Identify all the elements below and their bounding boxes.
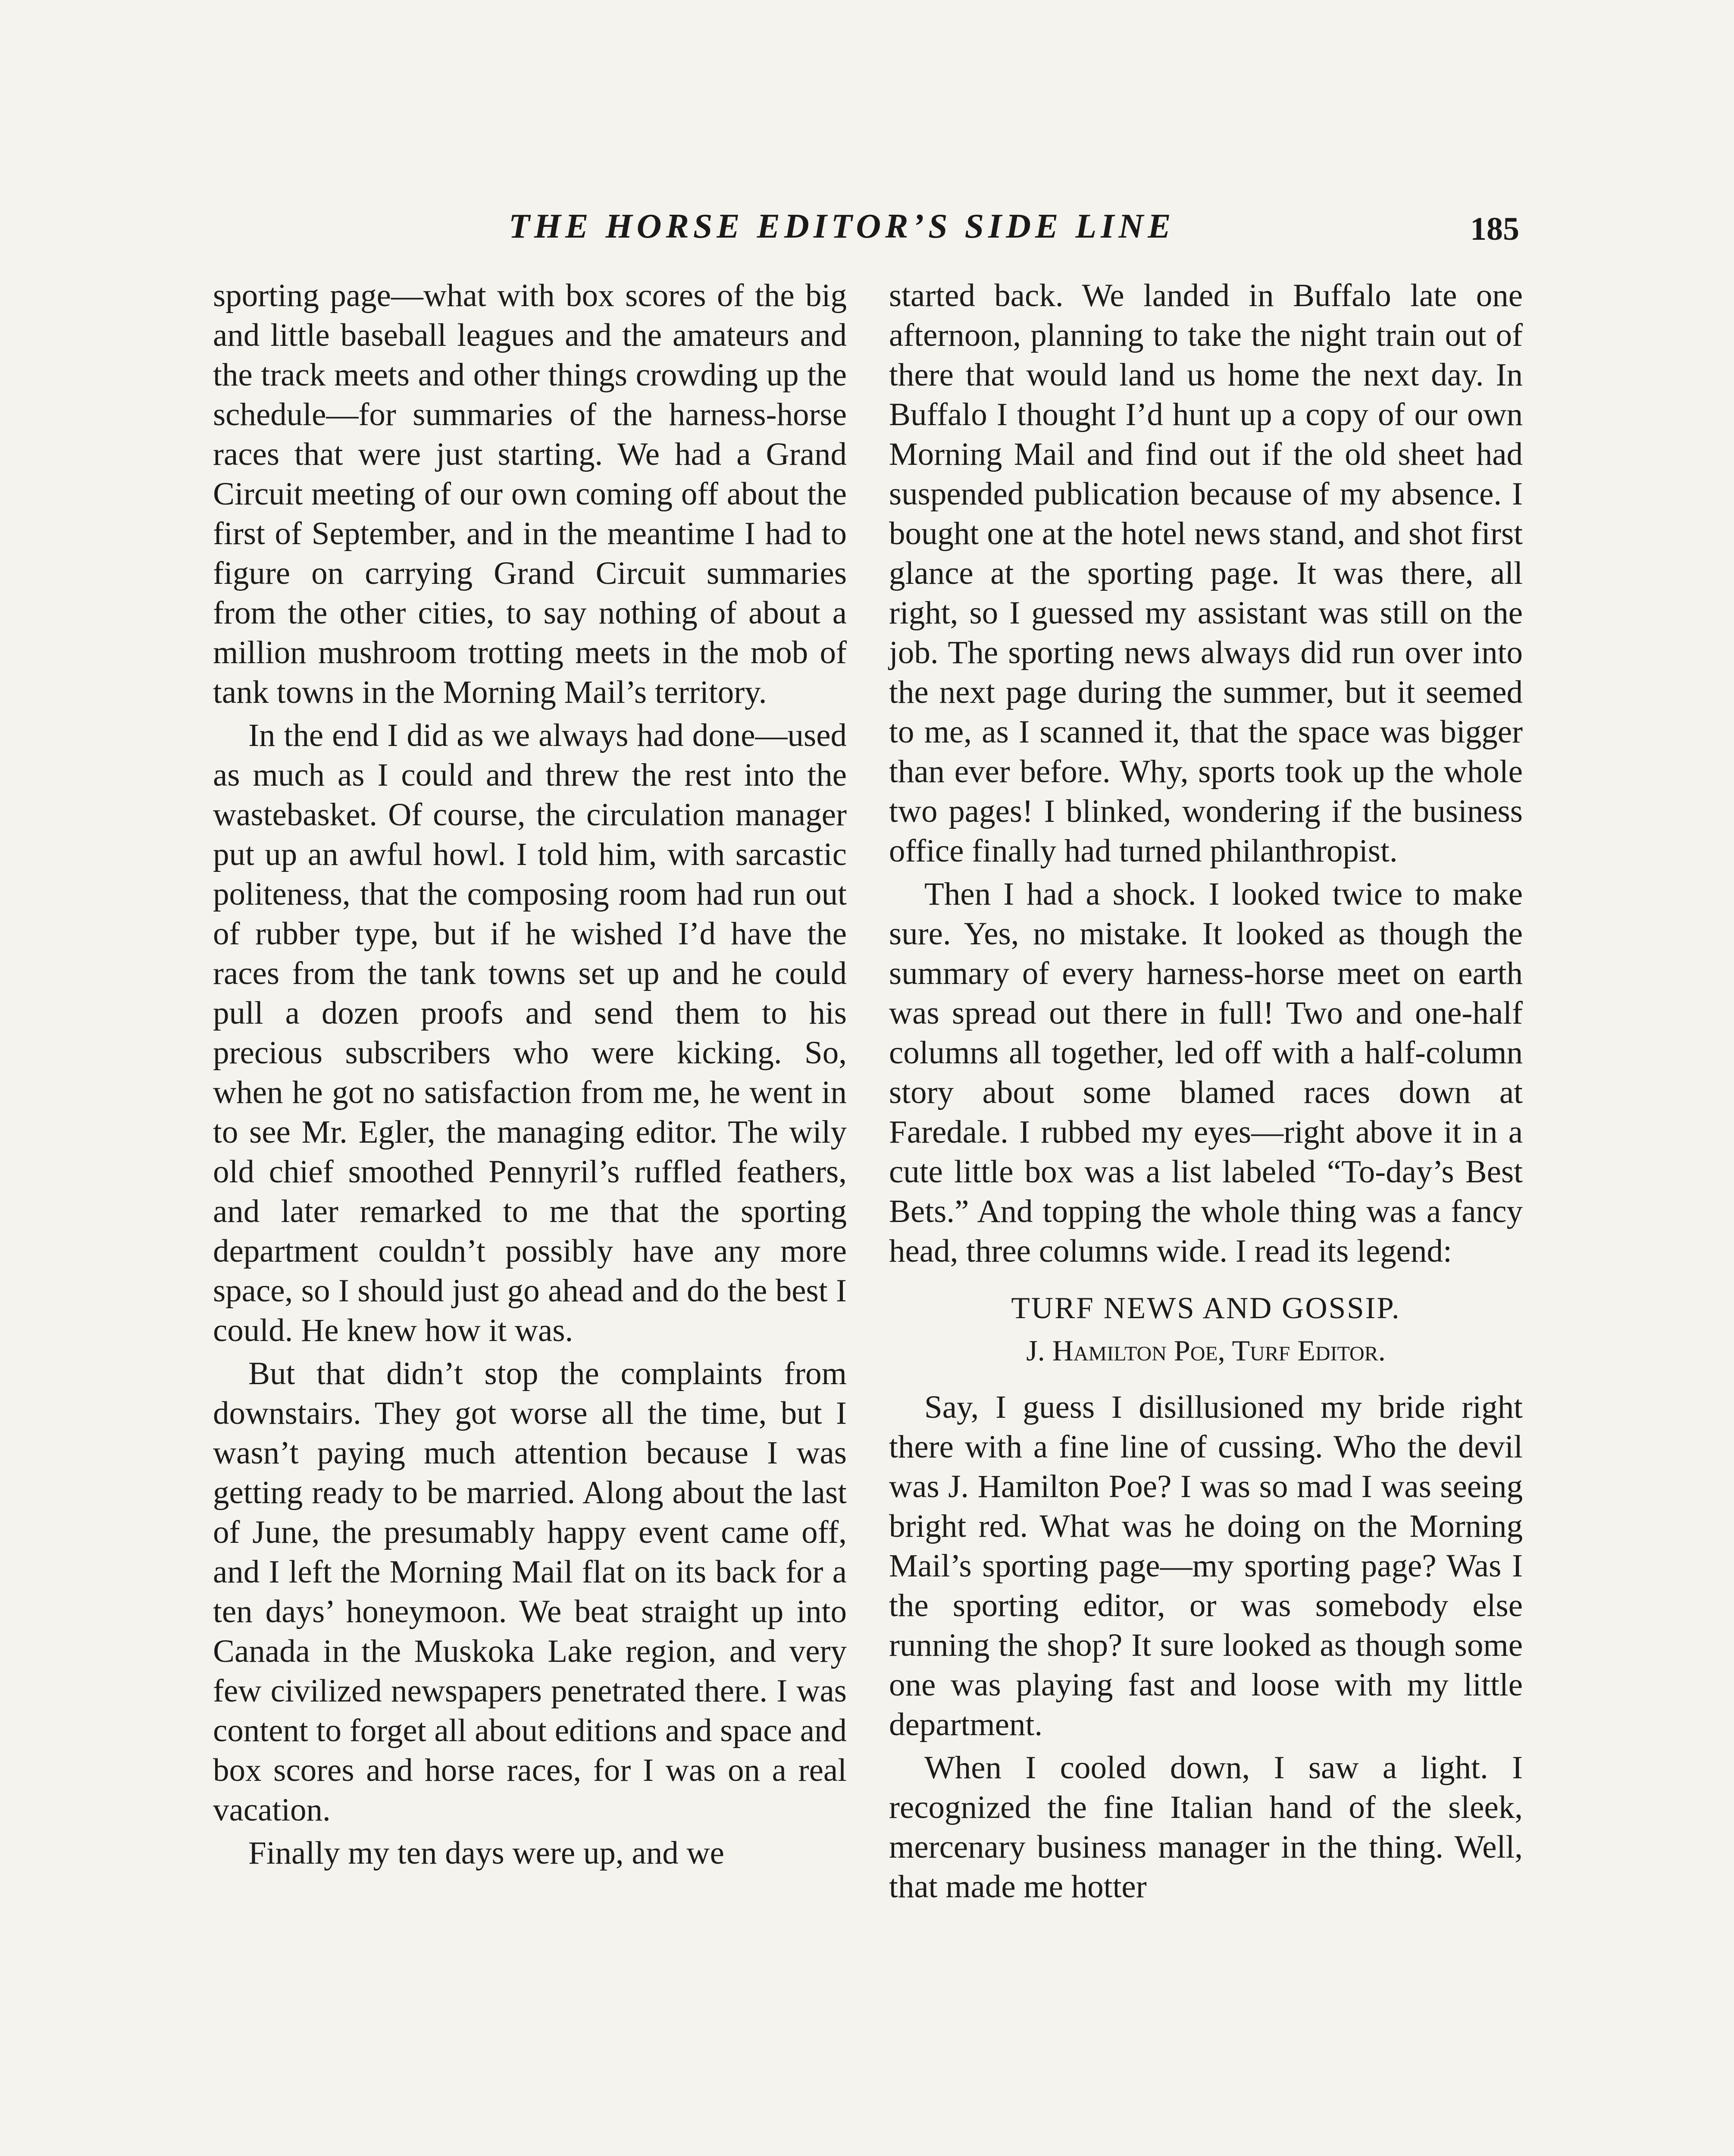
page-header <box>0 203 1734 259</box>
paragraph: started back. We landed in Buffalo late one afternoon, planning to take the night train out of there that would land us home the next day. In Buffalo I thought I’d hunt up a copy of our own Morning Mail and find out if the old sheet had suspended publication because of my absence. I bought one at the hotel news stand, and shot first glance at the sporting page. It was there, all right, so I guessed my assistant was still on the job. The sporting news always did run over into the next page during the summer, but it seemed to me, as I scanned it, that the space was bigger than ever before. Why, sports took up the whole two pages! I blinked, wondering if the business office finally had turned philanthropist. <box>889 278 1523 869</box>
paragraph: Then I had a shock. I looked twice to make sure. Yes, no mistake. It looked as though the summary of every harness-horse meet on earth was spread out there in full! Two and one-half columns all together, led off with a half-column story about some blamed races down at Faredale. I rubbed my eyes—right above it in a cute little box was a list labeled “To-day’s Best Bets.” And topping the whole thing was a fancy head, three columns wide. I read its legend: <box>889 876 1523 1269</box>
left-column <box>213 276 847 1873</box>
turf-heading: TURF NEWS AND GOSSIP. <box>1011 1291 1401 1325</box>
paragraph: Finally my ten days were up, and we <box>248 1835 724 1871</box>
paragraph: Say, I guess I disillusioned my bride right there with a fine line of cussing. Who the devil was J. Hamilton Poe? I was so mad I was seeing bright red. What was he doing on the Morning Mail’s sporting page—my sporting page? Was I the sporting editor, or was somebody else running the shop? It sure looked as though some one was playing fast and loose with my little department. <box>889 1389 1523 1742</box>
paragraph: sporting page—what with box scores of the big and little baseball leagues and the amateurs and the track meets and other things crowding up the schedule—for summaries of the harness-horse races that were just starting. We had a Grand Circuit meeting of our own coming off about the first of September, and in the meantime I had to figure on carrying Grand Circuit summaries from the other cities, to say nothing of about a million mushroom trotting meets in the mob of tank towns in the Morning Mail’s territory. <box>213 278 847 710</box>
page-number: 185 <box>1470 211 1519 247</box>
paragraph: When I cooled down, I saw a light. I recognized the fine Italian hand of the sleek, mercenary business manager in the thing. Well, that made me hotter <box>889 1750 1523 1905</box>
paragraph: In the end I did as we always had done—used as much as I could and threw the rest into the wastebasket. Of course, the circulation manager put up an awful howl. I told him, with sarcastic politeness, that the composing room had run out of rubber type, but if he wished I’d have the races from the tank towns set up and he could pull a dozen proofs and send them to his precious subscribers who were kicking. So, when he got no satisfaction from me, he went in to see Mr. Egler, the managing editor. The wily old chief smoothed Pennyril’s ruffled feathers, and later remarked to me that the sporting department couldn’t possibly have any more space, so I should just go ahead and do the best I could. He knew how it was. <box>213 718 847 1348</box>
turf-byline: J. Hamilton Poe, Turf Editor. <box>1026 1334 1386 1367</box>
right-column <box>889 276 1523 1907</box>
running-head: THE HORSE EDITOR’S SIDE LINE <box>509 207 1175 245</box>
paragraph: But that didn’t stop the complaints from downstairs. They got worse all the time, but I wasn’t paying much attention because I was getting ready to be married. Along about the last of June, the presumably happy event came off, and I left the Morning Mail flat on its back for a ten days’ honeymoon. We beat straight up into Canada in the Muskoka Lake region, and very few civilized newspapers penetrated there. I was content to forget all about editions and space and box scores and horse races, for I was on a real vacation. <box>213 1356 847 1828</box>
